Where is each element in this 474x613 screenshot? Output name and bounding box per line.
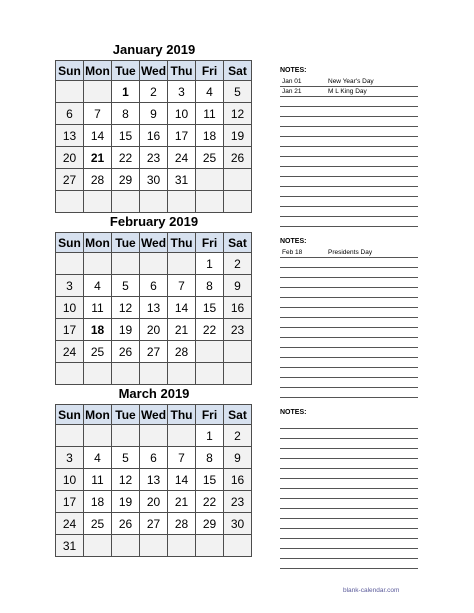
empty-day-cell bbox=[140, 425, 168, 447]
weekday-header: Sat bbox=[224, 61, 252, 81]
calendar-grid bbox=[55, 232, 252, 385]
day-cell: 28 bbox=[84, 169, 112, 191]
note-line bbox=[280, 449, 418, 459]
week-row bbox=[56, 491, 252, 513]
week-row bbox=[56, 253, 252, 275]
day-cell: 5 bbox=[112, 447, 140, 469]
footer-site: blank-calendar.com bbox=[343, 587, 400, 594]
week-row bbox=[56, 297, 252, 319]
day-cell: 21 bbox=[168, 319, 196, 341]
day-cell: 20 bbox=[140, 491, 168, 513]
weekday-header: Sun bbox=[56, 233, 84, 253]
month-title: January 2019 bbox=[112, 42, 196, 57]
empty-day-cell bbox=[84, 535, 112, 557]
empty-day-cell bbox=[112, 425, 140, 447]
day-cell: 8 bbox=[196, 447, 224, 469]
empty-day-cell bbox=[112, 535, 140, 557]
day-cell: 14 bbox=[84, 125, 112, 147]
empty-day-cell bbox=[56, 253, 84, 275]
note-line bbox=[280, 248, 418, 258]
day-cell: 13 bbox=[56, 125, 84, 147]
note-line bbox=[280, 137, 418, 147]
note-text: Presidents Day bbox=[328, 249, 373, 256]
day-cell: 24 bbox=[56, 513, 84, 535]
day-cell: 7 bbox=[168, 275, 196, 297]
day-cell: 24 bbox=[56, 341, 84, 363]
day-cell: 16 bbox=[224, 297, 252, 319]
day-cell: 4 bbox=[84, 447, 112, 469]
note-line bbox=[280, 429, 418, 439]
week-row bbox=[56, 535, 252, 557]
note-line bbox=[280, 87, 418, 97]
note-line bbox=[280, 469, 418, 479]
empty-day-cell bbox=[84, 253, 112, 275]
empty-day-cell bbox=[168, 363, 196, 385]
day-cell: 31 bbox=[56, 535, 84, 557]
empty-day-cell bbox=[168, 253, 196, 275]
note-line bbox=[280, 308, 418, 318]
note-line bbox=[280, 459, 418, 469]
day-cell: 3 bbox=[168, 81, 196, 103]
empty-day-cell bbox=[84, 81, 112, 103]
day-cell: 18 bbox=[84, 319, 112, 341]
empty-day-cell bbox=[196, 341, 224, 363]
note-line bbox=[280, 489, 418, 499]
notes-march bbox=[280, 407, 418, 569]
day-cell: 19 bbox=[112, 491, 140, 513]
day-cell: 23 bbox=[224, 319, 252, 341]
month-january bbox=[55, 40, 252, 213]
weekday-header: Mon bbox=[84, 233, 112, 253]
day-cell: 19 bbox=[224, 125, 252, 147]
day-cell: 22 bbox=[112, 147, 140, 169]
note-line bbox=[280, 217, 418, 227]
week-row bbox=[56, 147, 252, 169]
day-cell: 1 bbox=[196, 253, 224, 275]
day-cell: 7 bbox=[168, 447, 196, 469]
note-line bbox=[280, 147, 418, 157]
day-cell: 28 bbox=[168, 341, 196, 363]
notes-label: NOTES: bbox=[280, 238, 307, 245]
note-line bbox=[280, 258, 418, 268]
empty-day-cell bbox=[112, 253, 140, 275]
day-cell: 6 bbox=[140, 447, 168, 469]
note-line bbox=[280, 318, 418, 328]
empty-day-cell bbox=[196, 535, 224, 557]
day-cell: 24 bbox=[168, 147, 196, 169]
day-cell: 23 bbox=[224, 491, 252, 513]
day-cell: 25 bbox=[196, 147, 224, 169]
day-cell: 9 bbox=[224, 275, 252, 297]
note-line bbox=[280, 207, 418, 217]
note-line bbox=[280, 197, 418, 207]
day-cell: 27 bbox=[56, 169, 84, 191]
day-cell: 18 bbox=[84, 491, 112, 513]
day-cell: 28 bbox=[168, 513, 196, 535]
note-date: Jan 21 bbox=[282, 88, 302, 95]
day-cell: 2 bbox=[224, 425, 252, 447]
empty-day-cell bbox=[56, 363, 84, 385]
weekday-header: Sat bbox=[224, 405, 252, 425]
empty-day-cell bbox=[224, 191, 252, 213]
day-cell: 30 bbox=[140, 169, 168, 191]
note-line bbox=[280, 479, 418, 489]
weekday-header: Tue bbox=[112, 61, 140, 81]
weekday-header: Wed bbox=[140, 405, 168, 425]
weekday-header: Fri bbox=[196, 405, 224, 425]
day-cell: 12 bbox=[224, 103, 252, 125]
empty-day-cell bbox=[224, 363, 252, 385]
day-cell: 17 bbox=[56, 491, 84, 513]
note-date: Jan 01 bbox=[282, 78, 302, 85]
week-row bbox=[56, 469, 252, 491]
day-cell: 20 bbox=[56, 147, 84, 169]
calendar-grid bbox=[55, 404, 252, 557]
weekday-header: Tue bbox=[112, 233, 140, 253]
empty-day-cell bbox=[140, 535, 168, 557]
weekday-header: Sat bbox=[224, 233, 252, 253]
week-row bbox=[56, 191, 252, 213]
day-cell: 21 bbox=[84, 147, 112, 169]
note-line bbox=[280, 107, 418, 117]
day-cell: 10 bbox=[168, 103, 196, 125]
note-line bbox=[280, 268, 418, 278]
empty-day-cell bbox=[196, 363, 224, 385]
empty-day-cell bbox=[140, 253, 168, 275]
weekday-header: Thu bbox=[168, 405, 196, 425]
empty-day-cell bbox=[224, 169, 252, 191]
note-line bbox=[280, 157, 418, 167]
day-cell: 4 bbox=[196, 81, 224, 103]
weekday-header: Fri bbox=[196, 233, 224, 253]
month-title: March 2019 bbox=[118, 386, 190, 401]
day-cell: 6 bbox=[56, 103, 84, 125]
note-line bbox=[280, 519, 418, 529]
note-date: Feb 18 bbox=[282, 249, 303, 256]
day-cell: 17 bbox=[168, 125, 196, 147]
day-cell: 3 bbox=[56, 275, 84, 297]
day-cell: 6 bbox=[140, 275, 168, 297]
week-row bbox=[56, 275, 252, 297]
note-text: M L King Day bbox=[328, 88, 367, 95]
note-line bbox=[280, 278, 418, 288]
day-cell: 4 bbox=[84, 275, 112, 297]
empty-day-cell bbox=[56, 425, 84, 447]
day-cell: 8 bbox=[112, 103, 140, 125]
week-row bbox=[56, 169, 252, 191]
day-cell: 1 bbox=[196, 425, 224, 447]
day-cell: 13 bbox=[140, 297, 168, 319]
empty-day-cell bbox=[196, 169, 224, 191]
week-row bbox=[56, 425, 252, 447]
empty-day-cell bbox=[168, 535, 196, 557]
note-line bbox=[280, 529, 418, 539]
day-cell: 7 bbox=[84, 103, 112, 125]
day-cell: 10 bbox=[56, 469, 84, 491]
weekday-header: Thu bbox=[168, 233, 196, 253]
day-cell: 13 bbox=[140, 469, 168, 491]
week-row bbox=[56, 363, 252, 385]
day-cell: 8 bbox=[196, 275, 224, 297]
note-line bbox=[280, 388, 418, 398]
week-row bbox=[56, 125, 252, 147]
day-cell: 29 bbox=[112, 169, 140, 191]
day-cell: 14 bbox=[168, 469, 196, 491]
empty-day-cell bbox=[224, 341, 252, 363]
day-cell: 14 bbox=[168, 297, 196, 319]
day-cell: 25 bbox=[84, 341, 112, 363]
calendar-grid bbox=[55, 60, 252, 213]
month-title: February 2019 bbox=[109, 214, 199, 229]
note-line bbox=[280, 559, 418, 569]
empty-day-cell bbox=[168, 425, 196, 447]
day-cell: 16 bbox=[140, 125, 168, 147]
empty-day-cell bbox=[168, 191, 196, 213]
day-cell: 29 bbox=[196, 513, 224, 535]
note-line bbox=[280, 298, 418, 308]
day-cell: 2 bbox=[140, 81, 168, 103]
weekday-header: Sun bbox=[56, 405, 84, 425]
day-cell: 3 bbox=[56, 447, 84, 469]
note-line bbox=[280, 499, 418, 509]
note-text: New Year's Day bbox=[328, 78, 374, 85]
note-line bbox=[280, 127, 418, 137]
day-cell: 16 bbox=[224, 469, 252, 491]
empty-day-cell bbox=[112, 191, 140, 213]
day-cell: 9 bbox=[224, 447, 252, 469]
note-line bbox=[280, 187, 418, 197]
note-line bbox=[280, 77, 418, 87]
note-line bbox=[280, 358, 418, 368]
day-cell: 15 bbox=[196, 297, 224, 319]
empty-day-cell bbox=[84, 425, 112, 447]
weekday-header: Wed bbox=[140, 233, 168, 253]
day-cell: 15 bbox=[196, 469, 224, 491]
empty-day-cell bbox=[56, 191, 84, 213]
day-cell: 22 bbox=[196, 319, 224, 341]
week-row bbox=[56, 341, 252, 363]
note-line bbox=[280, 539, 418, 549]
day-cell: 12 bbox=[112, 297, 140, 319]
weekday-header: Tue bbox=[112, 405, 140, 425]
empty-day-cell bbox=[140, 191, 168, 213]
weekday-header: Mon bbox=[84, 405, 112, 425]
day-cell: 23 bbox=[140, 147, 168, 169]
notes-label: NOTES: bbox=[280, 67, 307, 74]
note-line bbox=[280, 97, 418, 107]
empty-day-cell bbox=[112, 363, 140, 385]
notes-january bbox=[280, 65, 418, 227]
note-line bbox=[280, 509, 418, 519]
day-cell: 27 bbox=[140, 341, 168, 363]
day-cell: 27 bbox=[140, 513, 168, 535]
weekday-header: Wed bbox=[140, 61, 168, 81]
day-cell: 11 bbox=[84, 469, 112, 491]
day-cell: 1 bbox=[112, 81, 140, 103]
empty-day-cell bbox=[56, 81, 84, 103]
day-cell: 11 bbox=[196, 103, 224, 125]
weekday-header: Fri bbox=[196, 61, 224, 81]
note-line bbox=[280, 378, 418, 388]
day-cell: 17 bbox=[56, 319, 84, 341]
day-cell: 31 bbox=[168, 169, 196, 191]
day-cell: 20 bbox=[140, 319, 168, 341]
note-line bbox=[280, 368, 418, 378]
day-cell: 19 bbox=[112, 319, 140, 341]
day-cell: 9 bbox=[140, 103, 168, 125]
note-line bbox=[280, 177, 418, 187]
day-cell: 22 bbox=[196, 491, 224, 513]
note-line bbox=[280, 338, 418, 348]
weekday-header: Sun bbox=[56, 61, 84, 81]
note-line bbox=[280, 439, 418, 449]
note-line bbox=[280, 167, 418, 177]
note-line bbox=[280, 348, 418, 358]
empty-day-cell bbox=[196, 191, 224, 213]
day-cell: 26 bbox=[224, 147, 252, 169]
day-cell: 25 bbox=[84, 513, 112, 535]
note-line bbox=[280, 288, 418, 298]
note-line bbox=[280, 117, 418, 127]
day-cell: 26 bbox=[112, 513, 140, 535]
day-cell: 11 bbox=[84, 297, 112, 319]
day-cell: 18 bbox=[196, 125, 224, 147]
week-row bbox=[56, 447, 252, 469]
day-cell: 5 bbox=[112, 275, 140, 297]
note-line bbox=[280, 549, 418, 559]
week-row bbox=[56, 81, 252, 103]
day-cell: 26 bbox=[112, 341, 140, 363]
day-cell: 21 bbox=[168, 491, 196, 513]
notes-february bbox=[280, 236, 418, 398]
day-cell: 10 bbox=[56, 297, 84, 319]
weekday-header: Thu bbox=[168, 61, 196, 81]
month-march bbox=[55, 384, 252, 557]
notes-label: NOTES: bbox=[280, 409, 307, 416]
week-row bbox=[56, 103, 252, 125]
week-row bbox=[56, 513, 252, 535]
day-cell: 15 bbox=[112, 125, 140, 147]
day-cell: 5 bbox=[224, 81, 252, 103]
day-cell: 30 bbox=[224, 513, 252, 535]
note-line bbox=[280, 328, 418, 338]
week-row bbox=[56, 319, 252, 341]
empty-day-cell bbox=[84, 191, 112, 213]
empty-day-cell bbox=[140, 363, 168, 385]
month-february bbox=[55, 212, 252, 385]
day-cell: 2 bbox=[224, 253, 252, 275]
day-cell: 12 bbox=[112, 469, 140, 491]
note-line bbox=[280, 419, 418, 429]
weekday-header: Mon bbox=[84, 61, 112, 81]
empty-day-cell bbox=[224, 535, 252, 557]
empty-day-cell bbox=[84, 363, 112, 385]
